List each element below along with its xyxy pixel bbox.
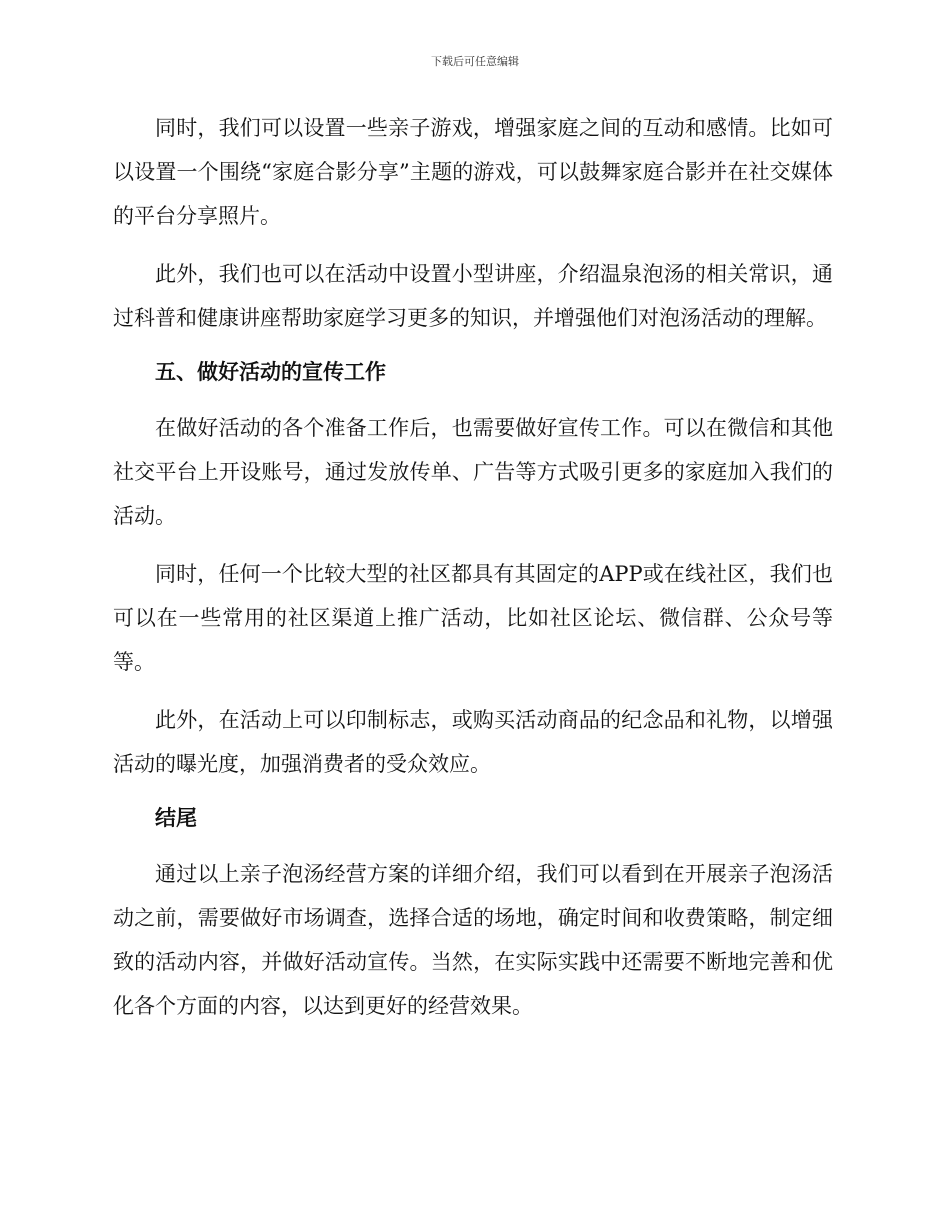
paragraph: 在做好活动的各个准备工作后，也需要做好宣传工作。可以在微信和其他社交平台上开设账号，通过发放传单、广告等方式吸引更多的家庭加入我们的活动。 — [113, 416, 833, 528]
paragraph: 同时，我们可以设置一些亲子游戏，增强家庭之间的互动和感情。比如可以设置一个围绕“家庭合影分享”主题的游戏，可以鼓舞家庭合影并在社交媒体的平台分享照片。 — [113, 116, 833, 228]
section-heading: 五、做好活动的宣传工作 — [155, 360, 386, 384]
paragraph: 此外，我们也可以在活动中设置小型讲座，介绍温泉泡汤的相关常识，通过科普和健康讲座帮助家庭学习更多的知识，并增强他们对泡汤活动的理解。 — [113, 262, 833, 330]
document-body — [113, 106, 833, 1042]
page-header: 下载后可任意编辑 — [431, 55, 519, 68]
paragraph: 此外，在活动上可以印制标志，或购买活动商品的纪念品和礼物，以增强活动的曝光度，加强消费者的受众效应。 — [113, 708, 833, 776]
paragraph: 通过以上亲子泡汤经营方案的详细介绍，我们可以看到在开展亲子泡汤活动之前，需要做好市场调查，选择合适的场地，确定时间和收费策略，制定细致的活动内容，并做好活动宣传。当然，在实际实践中还需要不断地完善和优化各个方面的内容，以达到更好的经营效果。 — [113, 862, 833, 1018]
section-heading: 结尾 — [155, 806, 197, 830]
paragraph: 同时，任何一个比较大型的社区都具有其固定的APP或在线社区，我们也可以在一些常用的社区渠道上推广活动，比如社区论坛、微信群、公众号等等。 — [113, 562, 833, 674]
